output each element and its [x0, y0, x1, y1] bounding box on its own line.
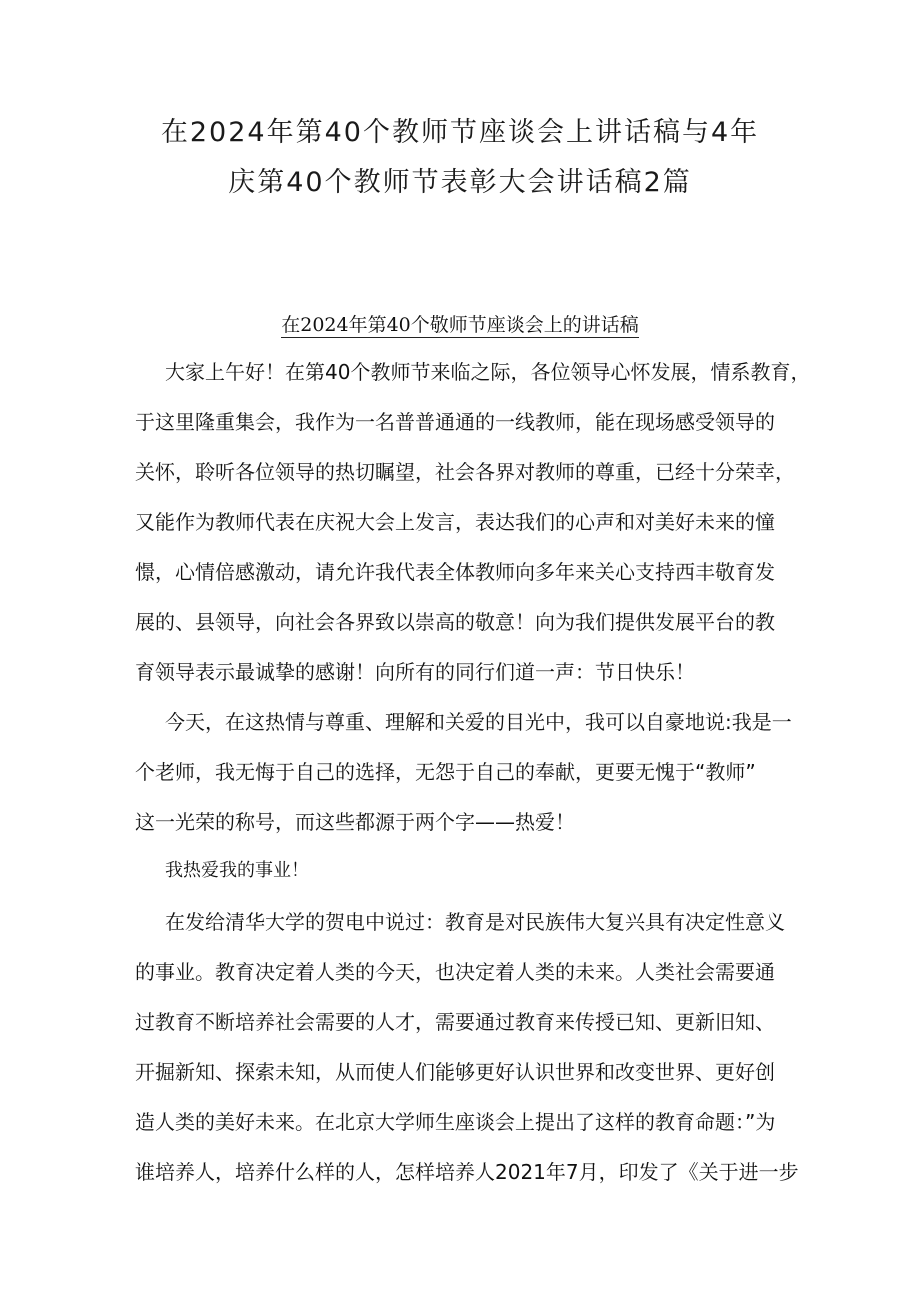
body-line: 造人类的美好未来。在北京大学师生座谈会上提出了这样的教育命题：”为 — [135, 1110, 776, 1134]
document-title-line-1: 在2024年第40个教师节座谈会上讲话稿与4年 — [160, 117, 760, 148]
body-line: 展的、县领导，向社会各界致以崇高的敬意！向为我们提供发展平台的教 — [135, 610, 775, 634]
body-line: 于这里隆重集会，我作为一名普普通通的一线教师，能在现场感受领导的 — [135, 410, 775, 434]
body-line: 育领导表示最诚挚的感谢！向所有的同行们道一声：节日快乐！ — [135, 660, 695, 684]
body-line: 过教育不断培养社会需要的人才，需要通过教育来传授已知、更新旧知、 — [135, 1010, 775, 1034]
body-line: 我热爱我的事业！ — [165, 860, 309, 881]
body-line: 憬，心情倍感激动，请允许我代表全体教师向多年来关心支持西丰敬育发 — [135, 560, 775, 584]
body-line: 这一光荣的称号，而这些都源于两个字——热爱！ — [135, 810, 575, 834]
body-line: 谁培养人，培养什么样的人，怎样培养人2021年7月，印发了《关于进一步 — [135, 1160, 799, 1184]
body-line: 在发给清华大学的贺电中说过：教育是对民族伟大复兴具有决定性意义 — [165, 910, 785, 934]
body-line: 开掘新知、探索未知，从而使人们能够更好认识世界和改变世界、更好创 — [135, 1060, 775, 1084]
body-line: 又能作为教师代表在庆祝大会上发言，表达我们的心声和对美好未来的憧 — [135, 510, 775, 534]
body-line: 大家上午好！在第40个教师节来临之际，各位领导心怀发展，情系教育， — [165, 360, 811, 384]
document-title-line-2: 庆第40个教师节表彰大会讲话稿2篇 — [228, 167, 692, 198]
body-line: 今天，在这热情与尊重、理解和关爱的目光中，我可以自豪地说:我是一 — [165, 710, 792, 734]
section-heading-text: 在2024年第40个敬师节座谈会上的讲话稿 — [281, 314, 639, 336]
body-line: 关怀，聆听各位领导的热切瞩望，社会各界对教师的尊重，已经十分荣幸， — [135, 460, 795, 484]
body-line: 个老师，我无悔于自己的选择，无怨于自己的奉献，更要无愧于“教师” — [135, 760, 756, 784]
body-line: 的事业。教育决定着人类的今天，也决定着人类的未来。人类社会需要通 — [135, 960, 775, 984]
section-heading — [0, 310, 920, 337]
